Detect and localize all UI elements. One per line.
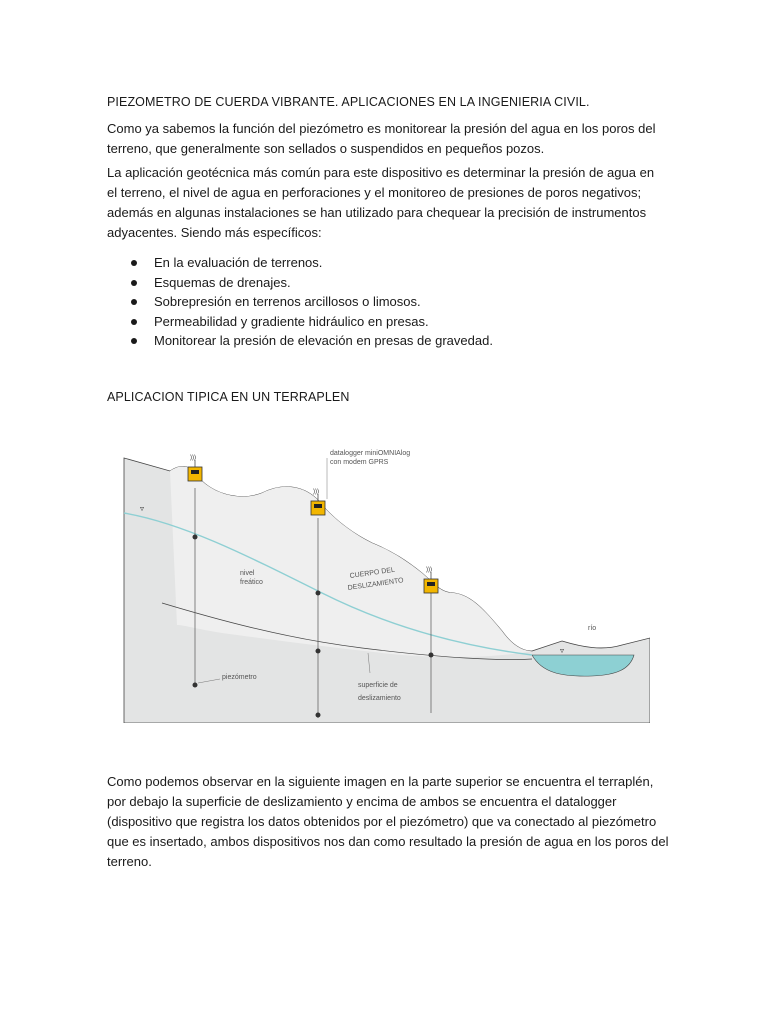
bullet-icon: [131, 299, 137, 305]
bullet-icon: [131, 280, 137, 286]
bullet-icon: [131, 338, 137, 344]
applications-list: [107, 253, 667, 351]
sliding-surface-label-2: deslizamiento: [358, 695, 401, 702]
piezometer-label: piezómetro: [222, 674, 257, 681]
slide-body-label-2: DESLIZAMIENTO: [347, 577, 405, 592]
sliding-surface-label-1: superficie de: [358, 682, 398, 689]
list-item: Monitorear la presión de elevación en presas de gravedad.: [107, 331, 667, 351]
water-table-label-1: nivel: [240, 570, 255, 577]
bullet-icon: [131, 319, 137, 325]
embankment-diagram-svg: [122, 433, 650, 723]
list-item: Esquemas de drenajes.: [107, 273, 667, 293]
datalogger-label-2: con modem GPRS: [330, 459, 389, 466]
embankment-diagram: [122, 433, 650, 723]
river-label: río: [588, 625, 597, 632]
conclusion-paragraph: Como podemos observar en la siguiente imagen en la parte superior se encuentra el terraplén, por debajo la superficie de deslizamiento y encima de ambos se encuentra el datalogger (dispositivo que registra los datos obtenidos por el piezómetro) que va conectado al piezómetro que es insertado, ambos dispositivos nos dan como resultado la presión de agua en los poros del terreno.: [107, 774, 669, 869]
slide-body-label-1: CUERPO DEL: [349, 566, 396, 580]
document-title: PIEZOMETRO DE CUERDA VIBRANTE. APLICACIONES EN LA INGENIERIA CIVIL.: [107, 95, 590, 109]
bullet-icon: [131, 260, 137, 266]
list-item: En la evaluación de terrenos.: [107, 253, 667, 273]
river-level-symbol: ▿: [560, 646, 565, 655]
intro-paragraph: Como ya sabemos la función del piezómetro es monitorear la presión del agua en los poros del terreno, que generalmente son sellados o suspendidos en pequeños pozos.: [107, 121, 656, 156]
antenna-2-icon: ))): [313, 489, 319, 495]
water-table-label-2: freático: [240, 579, 263, 586]
datalogger-label-1: datalogger miniOMNIAlog: [330, 450, 411, 457]
antenna-3-icon: ))): [426, 567, 432, 573]
section-heading: APLICACION TIPICA EN UN TERRAPLEN: [107, 390, 350, 404]
antenna-1-icon: ))): [190, 455, 196, 461]
list-item: Permeabilidad y gradiente hidráulico en presas.: [107, 312, 667, 332]
list-item: Sobrepresión en terrenos arcillosos o limosos.: [107, 292, 667, 312]
application-paragraph: La aplicación geotécnica más común para este dispositivo es determinar la presión de agua en el terreno, el nivel de agua en perforaciones y el monitoreo de presiones de poros negativos; además en algunas instalaciones se han utilizado para chequear la precisión de instrumentos adyacentes. Siendo más específicos:: [107, 165, 655, 240]
water-level-symbol: ▿: [140, 504, 145, 513]
slide-body: [170, 466, 532, 657]
